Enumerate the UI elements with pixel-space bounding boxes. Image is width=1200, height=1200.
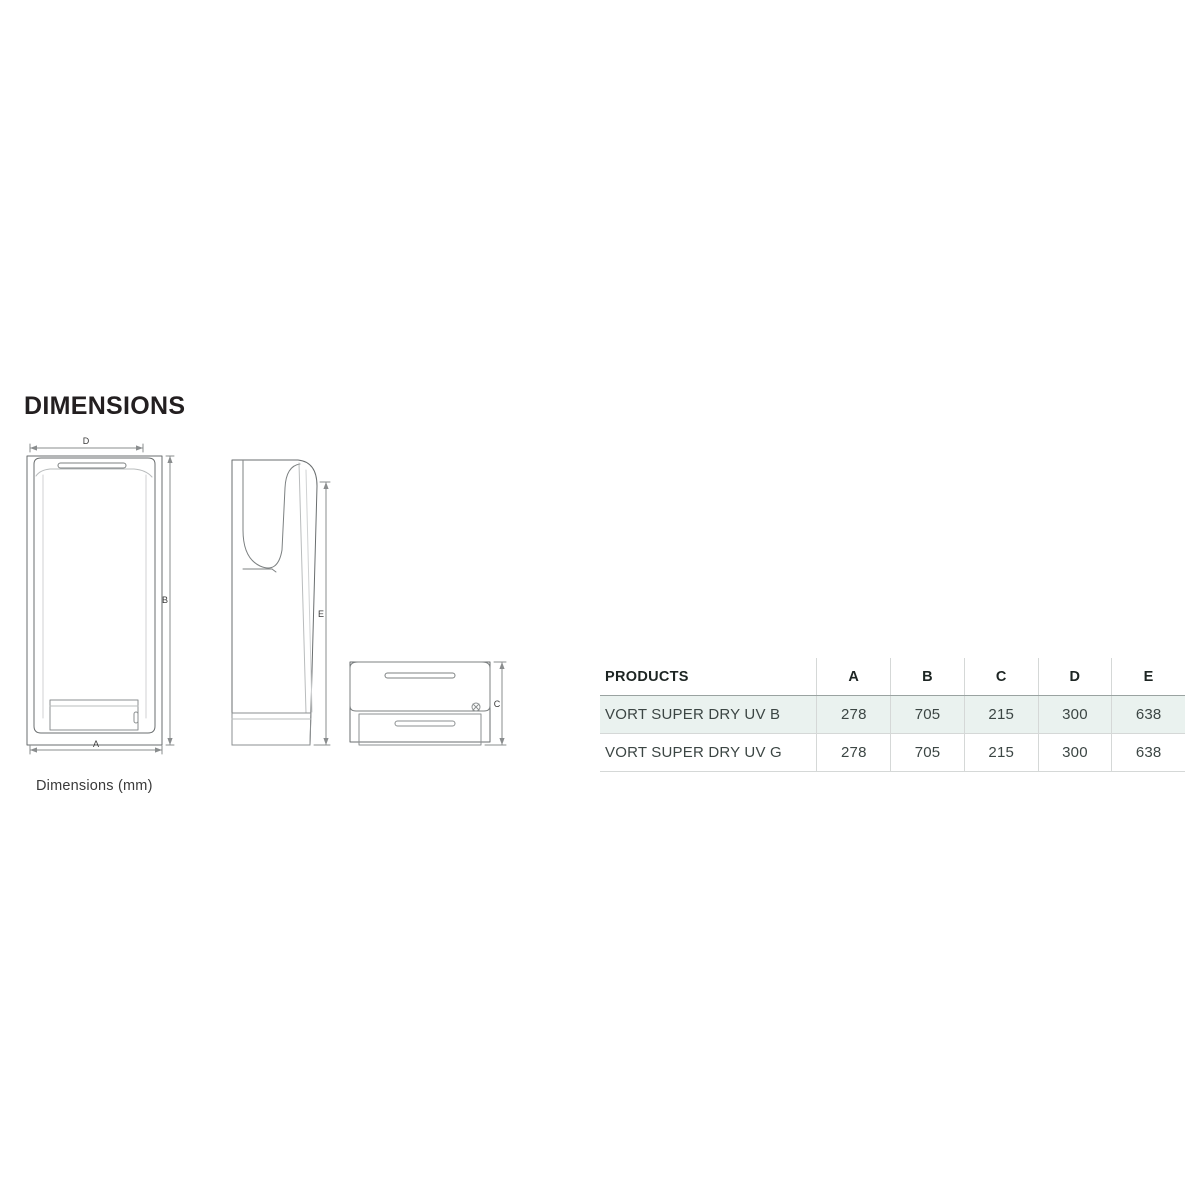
table-row [600, 734, 1185, 772]
cell-product: VORT SUPER DRY UV B [600, 696, 817, 734]
table-row [600, 696, 1185, 734]
svg-text:E: E [317, 609, 325, 619]
column-header-b: B [891, 658, 965, 696]
column-header-c: C [964, 658, 1038, 696]
svg-text:C: C [493, 699, 501, 709]
cell-product: VORT SUPER DRY UV G [600, 734, 817, 772]
column-header-e: E [1112, 658, 1185, 696]
table-header-row [600, 658, 1185, 696]
cell-c: 215 [964, 734, 1038, 772]
cell-d: 300 [1038, 696, 1112, 734]
page-title: DIMENSIONS [24, 392, 186, 420]
dimension-drawings [10, 430, 530, 770]
dimensions-table [600, 658, 1185, 772]
cell-a: 278 [817, 734, 891, 772]
cell-c: 215 [964, 696, 1038, 734]
column-header-d: D [1038, 658, 1112, 696]
cell-e: 638 [1112, 734, 1185, 772]
svg-text:D: D [82, 436, 90, 446]
drawing-caption: Dimensions (mm) [36, 778, 153, 794]
column-header-products: PRODUCTS [600, 658, 817, 696]
column-header-a: A [817, 658, 891, 696]
cell-d: 300 [1038, 734, 1112, 772]
svg-text:B: B [161, 595, 169, 605]
cell-b: 705 [891, 734, 965, 772]
cell-a: 278 [817, 696, 891, 734]
cell-b: 705 [891, 696, 965, 734]
svg-text:A: A [92, 739, 100, 749]
cell-e: 638 [1112, 696, 1185, 734]
